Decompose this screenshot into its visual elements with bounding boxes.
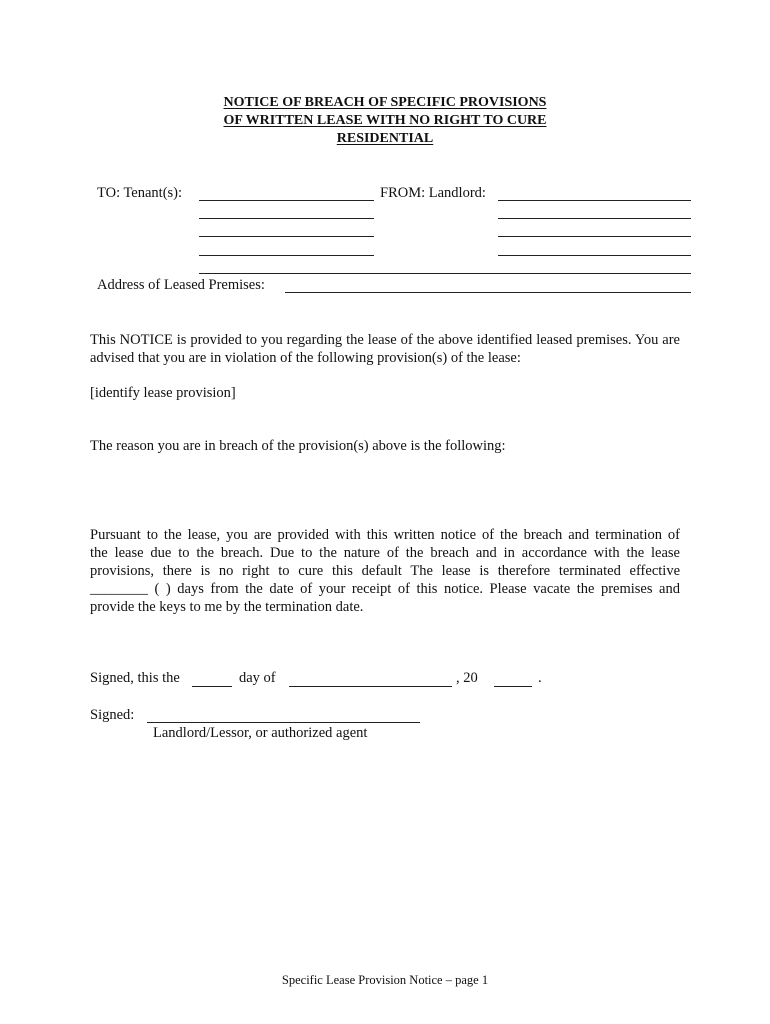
termination-line-5: provide the keys to me by the termination date. bbox=[90, 599, 364, 615]
termination-line-3: provisions, there is no right to cure this default The lease is therefore terminated effective bbox=[90, 563, 680, 579]
signed-label: Signed: bbox=[90, 707, 135, 723]
termination-line-4: ________ ( ) days from the date of your receipt of this notice. Please vacate the premises and bbox=[90, 581, 680, 597]
document-title-line-1: NOTICE OF BREACH OF SPECIFIC PROVISIONS bbox=[223, 95, 547, 110]
landlord-line-2[interactable] bbox=[498, 218, 691, 219]
landlord-label: FROM: Landlord: bbox=[380, 185, 486, 201]
page-footer: Specific Lease Provision Notice – page 1 bbox=[281, 973, 489, 987]
landlord-line-4[interactable] bbox=[498, 255, 691, 256]
notice-paragraph: This NOTICE is provided to you regarding the lease of the above identified leased premises. You are advised that you are in violation of the following provision(s) of the lease: bbox=[90, 332, 680, 366]
address-line-upper[interactable] bbox=[199, 273, 691, 274]
year-blank[interactable] bbox=[494, 686, 532, 687]
signer-role-label: Landlord/Lessor, or authorized agent bbox=[153, 725, 368, 741]
document-title-line-2: OF WRITTEN LEASE WITH NO RIGHT TO CURE bbox=[223, 113, 547, 128]
date-period: . bbox=[538, 670, 542, 686]
breach-reason-paragraph: The reason you are in breach of the provision(s) above is the following: bbox=[90, 438, 506, 454]
address-label: Address of Leased Premises: bbox=[97, 277, 265, 293]
landlord-line-1[interactable] bbox=[498, 200, 691, 201]
signature-line[interactable] bbox=[147, 722, 420, 723]
day-of-label: day of bbox=[239, 670, 276, 686]
tenant-line-2[interactable] bbox=[199, 218, 374, 219]
termination-paragraph bbox=[90, 526, 680, 616]
address-line[interactable] bbox=[285, 292, 691, 293]
termination-line-2: the lease due to the breach. Due to the nature of the breach and in accordance with the lease bbox=[90, 545, 680, 561]
document-title-line-3: RESIDENTIAL bbox=[336, 131, 434, 146]
tenant-line-1[interactable] bbox=[199, 200, 374, 201]
lease-provision-placeholder: [identify lease provision] bbox=[90, 385, 236, 401]
month-blank[interactable] bbox=[289, 686, 452, 687]
day-blank[interactable] bbox=[192, 686, 232, 687]
year-prefix-label: , 20 bbox=[456, 670, 478, 686]
tenant-line-4[interactable] bbox=[199, 255, 374, 256]
tenant-line-3[interactable] bbox=[199, 236, 374, 237]
tenant-label: TO: Tenant(s): bbox=[97, 185, 183, 201]
termination-line-1: Pursuant to the lease, you are provided with this written notice of the breach and termination of bbox=[90, 527, 680, 543]
landlord-line-3[interactable] bbox=[498, 236, 691, 237]
signed-this-label: Signed, this the bbox=[90, 670, 180, 686]
